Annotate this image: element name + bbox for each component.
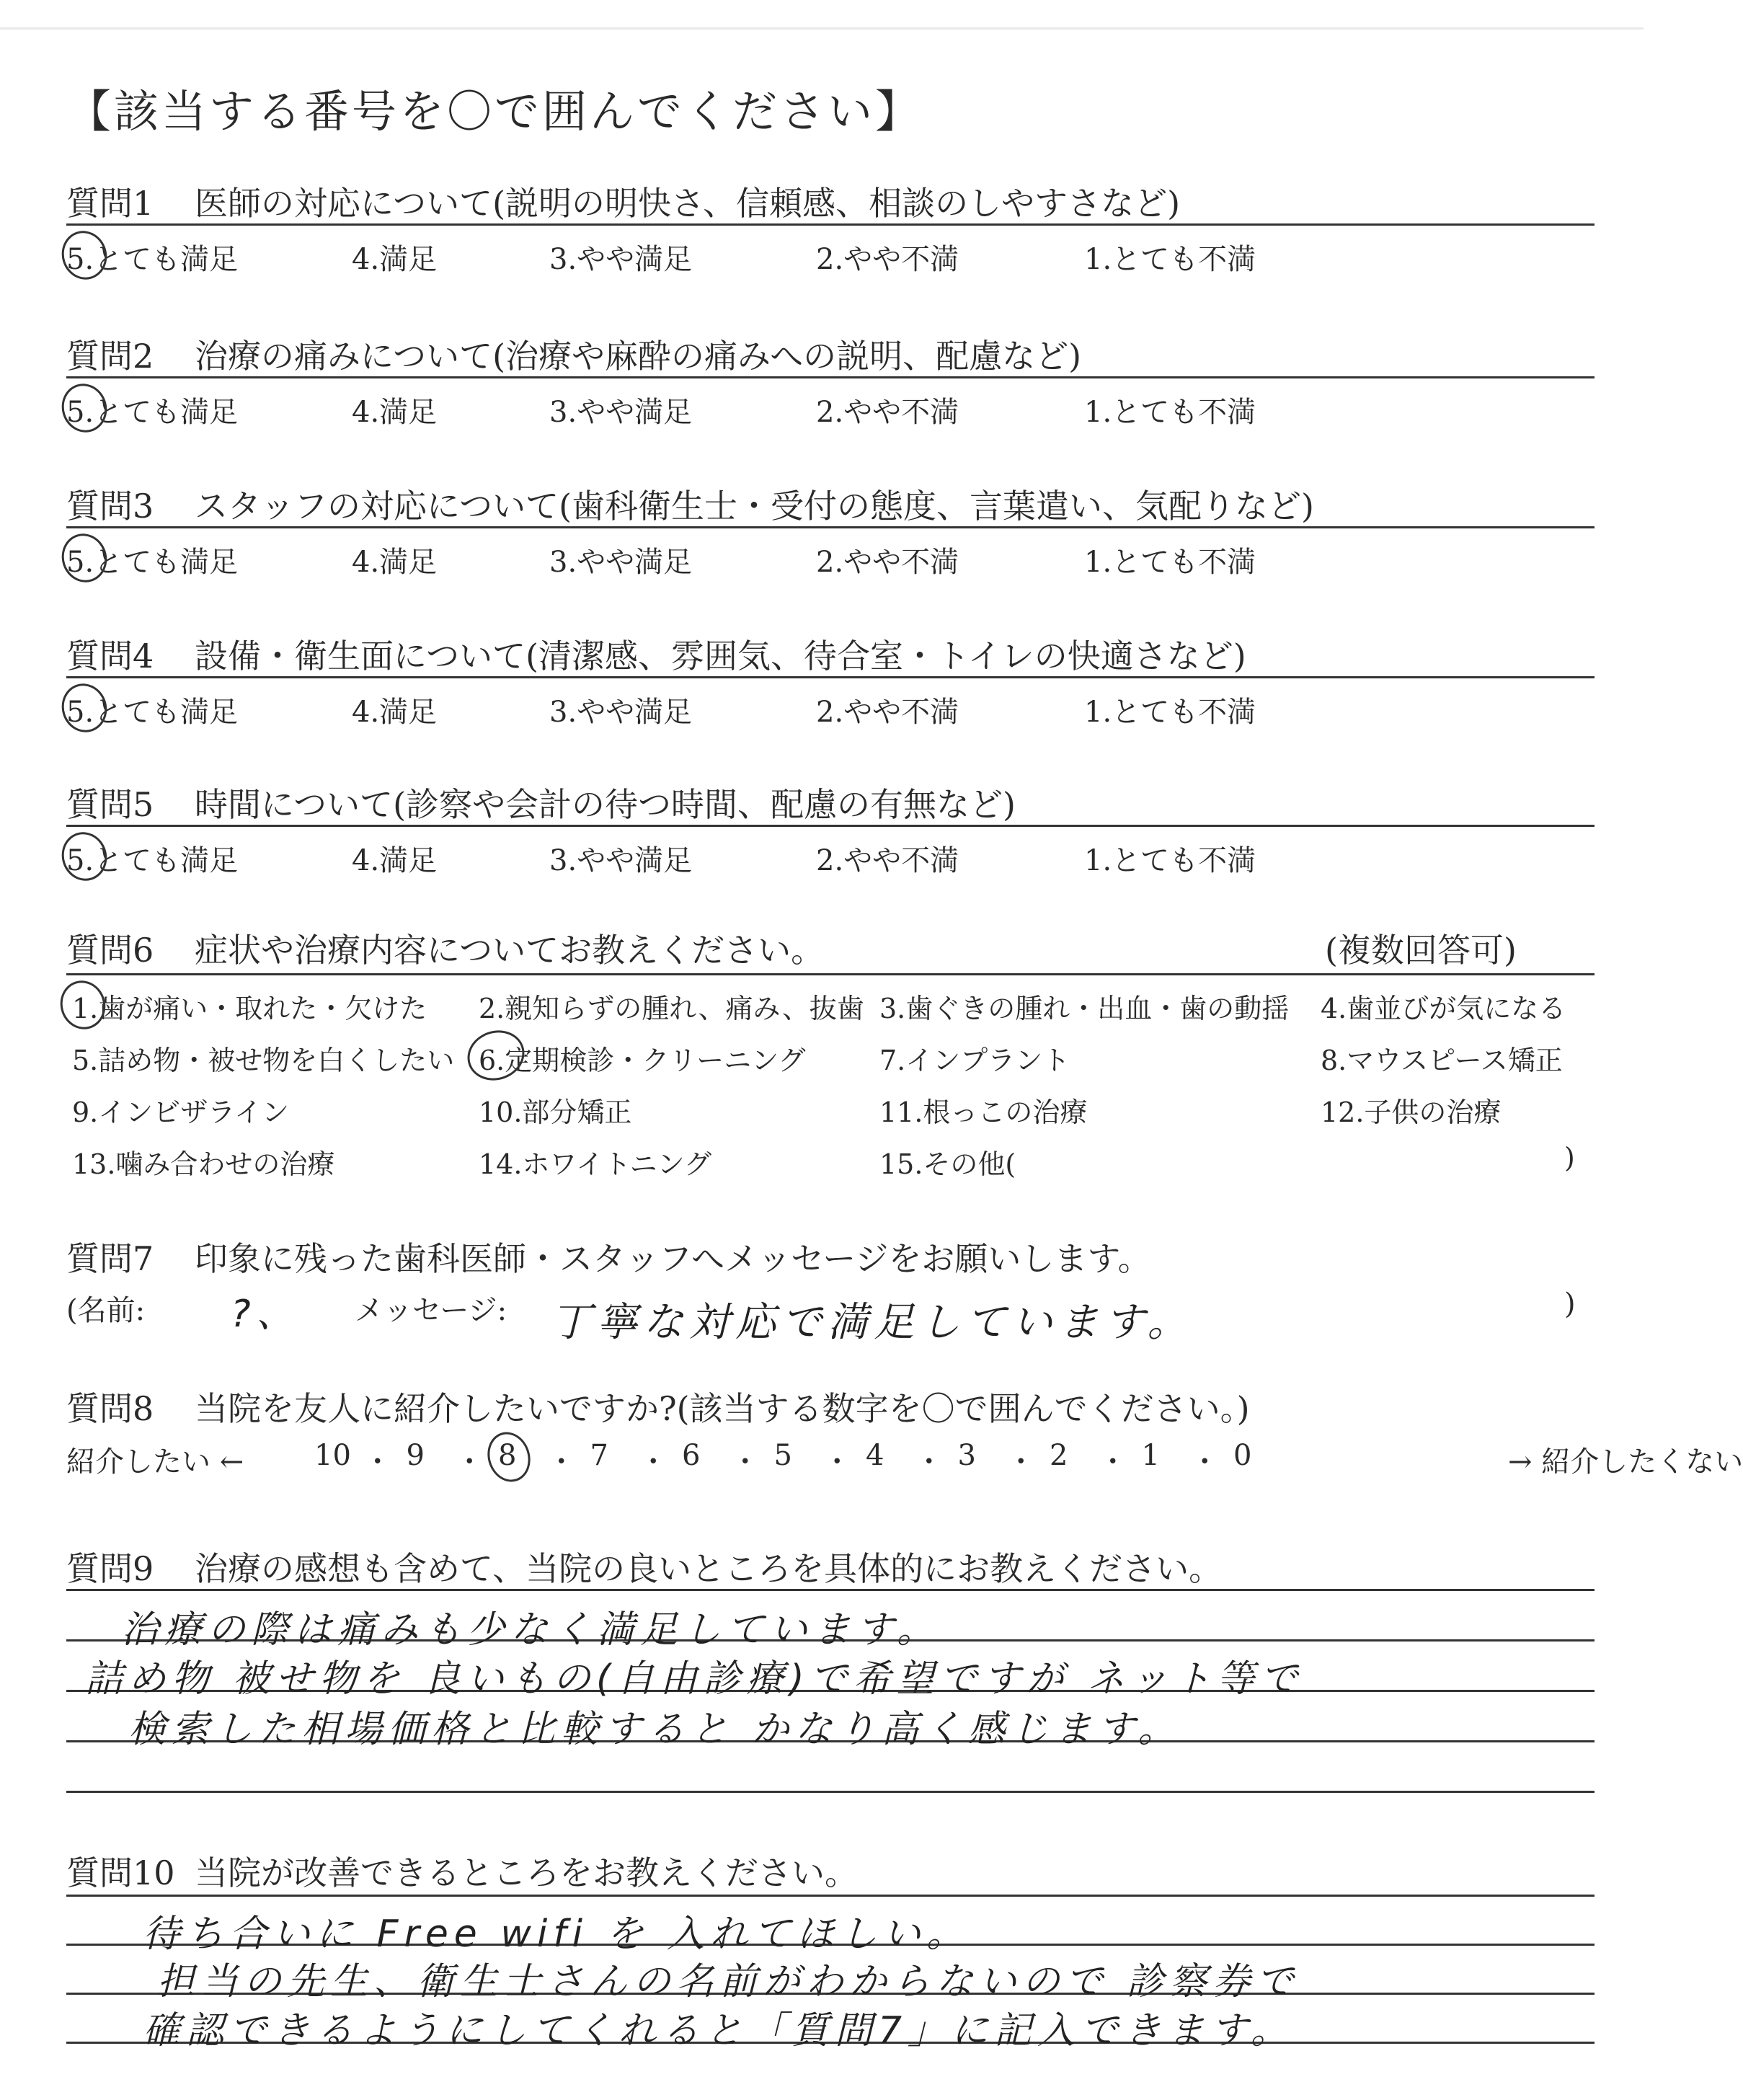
symptom-option[interactable]: 10.部分矯正 bbox=[479, 1096, 632, 1128]
answer-line bbox=[66, 1895, 1595, 1897]
rating-option-2[interactable]: 2.やや不満 bbox=[816, 844, 959, 877]
rating-option-2[interactable]: 2.やや不満 bbox=[816, 396, 959, 429]
rating-option-4[interactable]: 4.満足 bbox=[352, 243, 438, 276]
question-1 bbox=[66, 177, 1180, 225]
question-number: 質問8 bbox=[66, 1389, 154, 1428]
symptom-option[interactable]: 11.根っこの治療 bbox=[879, 1096, 1088, 1128]
question-text: 医師の対応について(説明の明快さ、信頼感、相談のしやすさなど) bbox=[195, 184, 1181, 223]
question-8 bbox=[66, 1383, 1250, 1430]
q10-answer-line-3[interactable]: 確認できるようにしてくれると「質問7」に記入できます。 bbox=[143, 2009, 1294, 2052]
scale-value-5[interactable]: 5 bbox=[773, 1439, 792, 1472]
scale-value-2[interactable]: 2 bbox=[1050, 1439, 1068, 1472]
selection-circle bbox=[54, 975, 112, 1035]
scale-value-7[interactable]: 7 bbox=[590, 1439, 608, 1472]
scale-separator: ・ bbox=[546, 1445, 576, 1479]
message-close-paren: ) bbox=[1564, 1288, 1576, 1321]
question-5 bbox=[66, 779, 1016, 826]
symptom-option[interactable]: 8.マウスピース矯正 bbox=[1321, 1045, 1563, 1076]
rating-option-2[interactable]: 2.やや不満 bbox=[816, 696, 959, 729]
scale-separator: ・ bbox=[455, 1445, 484, 1479]
question-7 bbox=[66, 1233, 1151, 1280]
question-number: 質問4 bbox=[66, 637, 154, 675]
question-number: 質問10 bbox=[66, 1853, 175, 1892]
scale-separator: ・ bbox=[639, 1445, 668, 1479]
symptom-option[interactable]: 2.親知らずの腫れ、痛み、抜歯 bbox=[479, 993, 864, 1024]
question-number: 質問2 bbox=[66, 337, 154, 376]
rating-option-5[interactable]: 5.とても満足 bbox=[66, 243, 239, 276]
rating-option-5[interactable]: 5.とても満足 bbox=[66, 546, 239, 579]
question-text: 印象に残った歯科医師・スタッフへメッセージをお願いします。 bbox=[195, 1239, 1151, 1278]
q9-answer-line-1[interactable]: 治療の際は痛みも少なく満足しています。 bbox=[121, 1608, 940, 1652]
q6-rule bbox=[66, 973, 1595, 975]
question-number: 質問6 bbox=[66, 931, 154, 970]
question-text: 治療の感想も含めて、当院の良いところを具体的にお教えください。 bbox=[195, 1549, 1223, 1588]
answer-line bbox=[66, 1791, 1595, 1793]
question-rule bbox=[66, 825, 1595, 827]
symptom-option[interactable]: 13.噛み合わせの治療 bbox=[72, 1148, 335, 1180]
question-6 bbox=[66, 924, 824, 972]
scale-separator: ・ bbox=[730, 1445, 760, 1479]
symptom-option[interactable]: 15.その他( bbox=[879, 1148, 1016, 1180]
rating-option-3[interactable]: 3.やや満足 bbox=[549, 396, 693, 429]
question-9 bbox=[66, 1543, 1222, 1590]
symptom-option[interactable]: 5.詰め物・被せ物を白くしたい bbox=[72, 1045, 455, 1076]
answer-line bbox=[66, 1589, 1595, 1591]
question-rule bbox=[66, 676, 1595, 678]
question-number: 質問5 bbox=[66, 785, 154, 824]
question-3 bbox=[66, 480, 1314, 528]
scale-right-label: → 紹介したくない bbox=[1508, 1445, 1743, 1479]
question-text: スタッフの対応について(歯科衛生士・受付の態度、言葉遣い、気配りなど) bbox=[195, 487, 1314, 526]
scale-value-0[interactable]: 0 bbox=[1233, 1439, 1252, 1472]
scale-separator: ・ bbox=[914, 1445, 944, 1479]
scale-separator: ・ bbox=[1098, 1445, 1127, 1479]
scale-left-label: 紹介したい ← bbox=[66, 1445, 244, 1479]
name-value[interactable]: ?、 bbox=[231, 1293, 300, 1336]
scale-value-10[interactable]: 10 bbox=[314, 1439, 351, 1472]
scale-separator: ・ bbox=[822, 1445, 852, 1479]
question-rule bbox=[66, 526, 1595, 528]
q10-answer-line-1[interactable]: 待ち合いに Free wifi を 入れてほしい。 bbox=[143, 1913, 970, 1956]
rating-option-4[interactable]: 4.満足 bbox=[352, 396, 438, 429]
q9-answer-line-2[interactable]: 詰め物 被せ物を 良いもの(自由診療)で希望ですが ネット等で bbox=[85, 1657, 1304, 1701]
symptom-option[interactable]: 14.ホワイトニング bbox=[479, 1148, 712, 1180]
question-rule bbox=[66, 376, 1595, 378]
selection-circle bbox=[482, 1427, 537, 1487]
rating-option-3[interactable]: 3.やや満足 bbox=[549, 844, 693, 877]
rating-option-3[interactable]: 3.やや満足 bbox=[549, 696, 693, 729]
other-close-paren: ) bbox=[1564, 1142, 1575, 1174]
question-text: 症状や治療内容についてお教えください。 bbox=[195, 931, 825, 970]
survey-instruction: 【該当する番号を〇で囲んでください】 bbox=[66, 85, 923, 138]
symptom-option[interactable]: 9.インビザライン bbox=[72, 1096, 290, 1128]
scale-separator: ・ bbox=[1190, 1445, 1220, 1479]
message-value[interactable]: 丁寧な対応で満足しています。 bbox=[551, 1299, 1194, 1346]
rating-option-1[interactable]: 1.とても不満 bbox=[1084, 243, 1256, 276]
question-4 bbox=[66, 630, 1246, 678]
scale-value-1[interactable]: 1 bbox=[1141, 1439, 1160, 1472]
rating-option-4[interactable]: 4.満足 bbox=[352, 546, 438, 579]
selection-circle bbox=[461, 1023, 531, 1087]
scale-value-6[interactable]: 6 bbox=[682, 1439, 701, 1472]
q9-answer-line-3[interactable]: 検索した相場価格と比較すると かなり高く感じます。 bbox=[128, 1708, 1181, 1751]
question-number: 質問7 bbox=[66, 1239, 154, 1278]
symptom-option[interactable]: 1.歯が痛い・取れた・欠けた bbox=[72, 993, 427, 1024]
rating-option-5[interactable]: 5.とても満足 bbox=[66, 844, 239, 877]
question-text: 当院が改善できるところをお教えください。 bbox=[195, 1853, 858, 1892]
question-text: 設備・衛生面について(清潔感、雰囲気、待合室・トイレの快適さなど) bbox=[195, 637, 1246, 675]
rating-option-1[interactable]: 1.とても不満 bbox=[1084, 546, 1256, 579]
page-top-edge bbox=[0, 27, 1644, 30]
rating-option-1[interactable]: 1.とても不満 bbox=[1084, 696, 1256, 729]
message-label: メッセージ: bbox=[355, 1294, 507, 1327]
question-text: 当院を友人に紹介したいですか?(該当する数字を〇で囲んでください。) bbox=[195, 1389, 1250, 1428]
question-2 bbox=[66, 330, 1081, 378]
scale-separator: ・ bbox=[363, 1445, 392, 1479]
question-10 bbox=[66, 1847, 858, 1895]
question-text: 時間について(診察や会計の待つ時間、配慮の有無など) bbox=[195, 785, 1016, 824]
symptom-option[interactable]: 6.定期検診・クリーニング bbox=[479, 1045, 806, 1076]
q10-answer-line-2[interactable]: 担当の先生、衛生士さんの名前がわからないので 診察券で bbox=[157, 1960, 1300, 2003]
rating-option-2[interactable]: 2.やや不満 bbox=[816, 546, 959, 579]
symptom-option[interactable]: 7.インプラント bbox=[879, 1045, 1070, 1076]
rating-option-3[interactable]: 3.やや満足 bbox=[549, 243, 693, 276]
scale-value-4[interactable]: 4 bbox=[866, 1439, 884, 1472]
question-number: 質問1 bbox=[66, 184, 154, 223]
multiple-answer-note: (複数回答可) bbox=[1325, 931, 1517, 970]
rating-option-5[interactable]: 5.とても満足 bbox=[66, 696, 239, 729]
rating-option-1[interactable]: 1.とても不満 bbox=[1084, 396, 1256, 429]
question-text: 治療の痛みについて(治療や麻酔の痛みへの説明、配慮など) bbox=[195, 337, 1082, 376]
question-rule bbox=[66, 223, 1595, 226]
name-label: (名前: bbox=[66, 1294, 146, 1327]
symptom-option[interactable]: 4.歯並びが気になる bbox=[1321, 993, 1566, 1024]
rating-option-3[interactable]: 3.やや満足 bbox=[549, 546, 693, 579]
scale-value-8[interactable]: 8 bbox=[498, 1439, 517, 1472]
rating-option-4[interactable]: 4.満足 bbox=[352, 696, 438, 729]
question-number: 質問9 bbox=[66, 1549, 154, 1588]
rating-option-4[interactable]: 4.満足 bbox=[352, 844, 438, 877]
scale-separator: ・ bbox=[1006, 1445, 1036, 1479]
question-number: 質問3 bbox=[66, 487, 154, 526]
symptom-option[interactable]: 3.歯ぐきの腫れ・出血・歯の動揺 bbox=[879, 993, 1290, 1024]
symptom-option[interactable]: 12.子供の治療 bbox=[1321, 1096, 1502, 1128]
rating-option-2[interactable]: 2.やや不満 bbox=[816, 243, 959, 276]
referral-scale bbox=[66, 1439, 1743, 1482]
scale-value-3[interactable]: 3 bbox=[957, 1439, 976, 1472]
scale-value-9[interactable]: 9 bbox=[406, 1439, 425, 1472]
rating-option-1[interactable]: 1.とても不満 bbox=[1084, 844, 1256, 877]
rating-option-5[interactable]: 5.とても満足 bbox=[66, 396, 239, 429]
